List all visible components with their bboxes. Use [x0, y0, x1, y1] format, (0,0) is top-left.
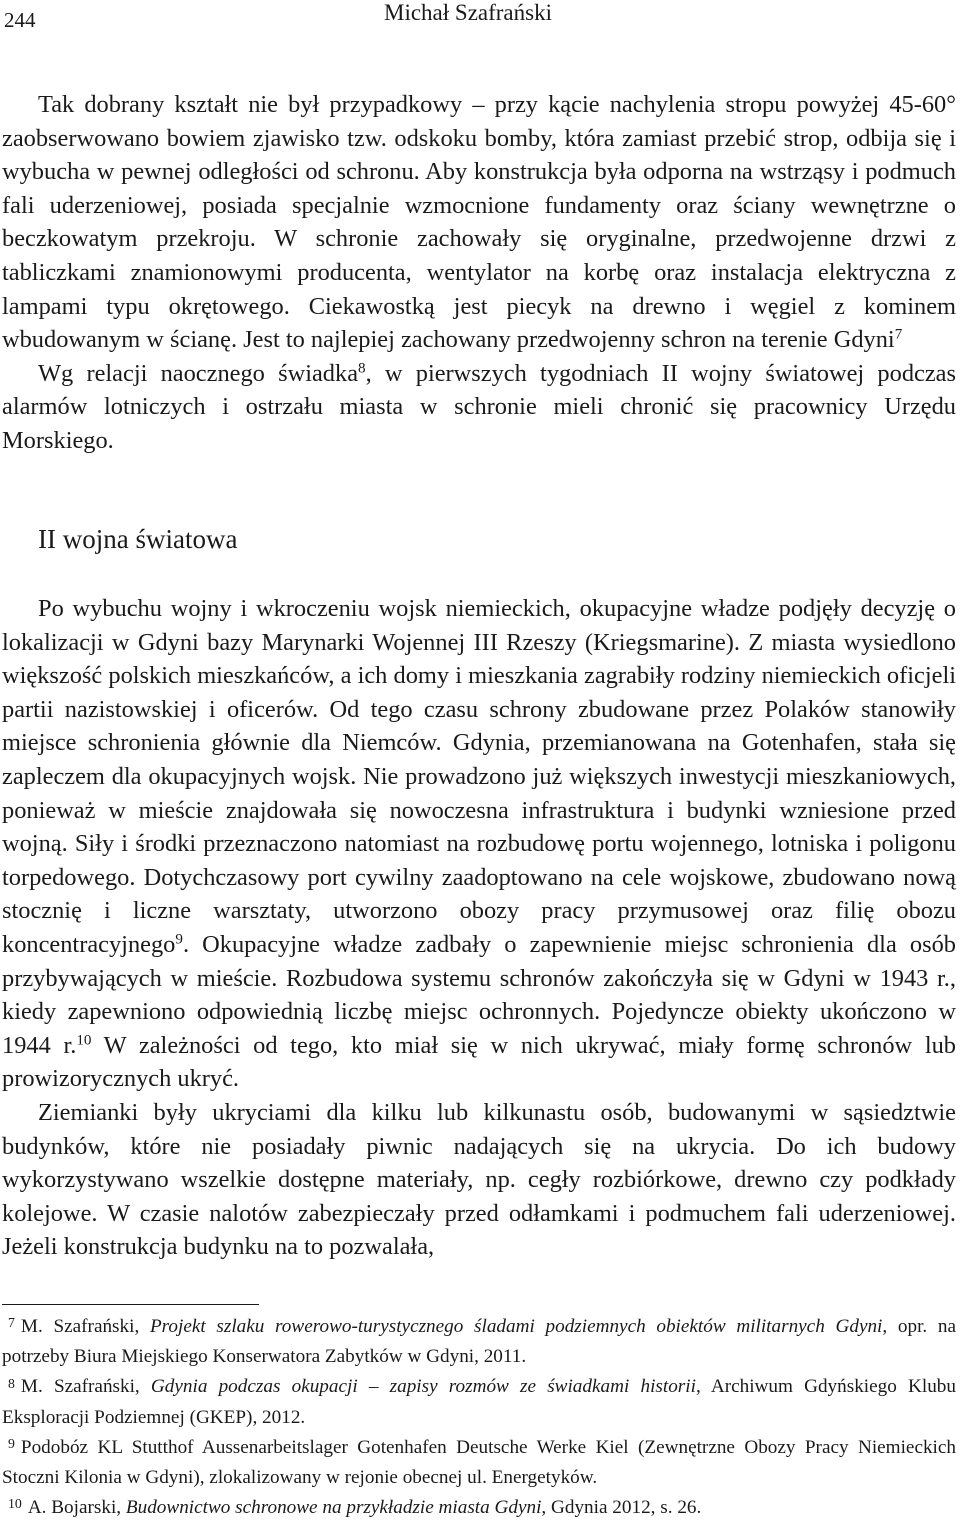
footnote: $^9$ Podobóz KL Stutthof Aussenarbeitslager Gotenhafen Deutsche Werke Kiel (Zewnętrzne Obozy Pracy Niemieckich Stoczni Kilonia w Gdyni), zlokalizowany w rejonie obecnej ul. Energetyków.: [2, 1435, 956, 1489]
footnote: $^8$ M. Szafrański, Gdynia podczas okupacji – zapisy rozmów ze świadkami historii, Archiwum Gdyńskiego Klubu Eksploracji Podziemnej (GKEP), 2012.: [2, 1375, 956, 1428]
paragraph: Po wybuchu wojny i wkroczeniu wojsk niemieckich, okupacyjne władze podjęły decyzję o lokalizacji w Gdyni bazy Marynarki Wojennej III Rzeszy (Kriegsmarine). Z miasta wysiedlono większość polskich mieszkańców, a ich domy i mieszkania zagrabiły rodziny niemieckich oficjeli partii nazistowskiej i oficerów. Od tego czasu schrony zbudowane przez Polaków stanowiły miejsce schronienia głównie dla Niemców. Gdynia, przemianowana na Gotenhafen, stała się zapleczem dla okupacyjnych wojsk. Nie prowadzono już większych inwestycji mieszkaniowych, ponieważ w mieście znajdowała się nowoczesna infrastruktura i budynki wzniesione przed wojną. Siły i środki przeznaczono natomiast na rozbudowę portu wojennego, lotniska i poligonu torpedowego. Dotychczasowy port cywilny zaadoptowano na cele wojskowe, zbudowano nową stocznię i liczne warsztaty, utworzono obozy pracy przymusowej oraz filię obozu koncentracyjnego$^9$. Okupacyjne władze zadbały o zapewnienie miejsc schronienia dla osób przybywających w mieście. Rozbudowa systemu schronów zakończyła się w Gdyni w 1943 r., kiedy zapewniono odpowiednią liczbę miejsc ochronnych. Pojedyncze obiekty ukończono w 1944 r.$^{10}$ W zależności od tego, kto miał się w nich ukrywać, miały formę schronów lub prowizorycznych ukryć.: [2, 595, 956, 1093]
body-text-block-1: [2, 88, 956, 458]
paragraph: Tak dobrany kształt nie był przypadkowy – przy kącie nachylenia stropu powyżej 45-60° zaobserwowano bowiem zjawisko tzw. odskoku bomby, która zamiast przebić strop, odbija się i wybucha w pewnej odległości od schronu. Aby konstrukcja była odporna na wstrząsy i podmuch fali uderzeniowej, posiada specjalnie wzmocnione fundamenty oraz ściany wewnętrzne o beczkowatym przekroju. W schronie zachowały się oryginalne, przedwojenne drzwi z tabliczkami znamionowymi producenta, wentylator na korbę oraz instalacja elektryczna z lampami typu okrętowego. Ciekawostką jest piecyk na drewno i węgiel z kominem wbudowanym w ścianę. Jest to najlepiej zachowany przedwojenny schron na terenie Gdyni$^7$: [2, 91, 956, 354]
section-heading: II wojna światowa: [38, 524, 238, 554]
body-text-block-2: [2, 592, 956, 1264]
footnote-ref[interactable]: 7: [894, 326, 903, 343]
footnotes: [2, 1312, 956, 1523]
footnote: $^{10}$ A. Bojarski, Budownictwo schronowe na przykładzie miasta Gdyni, Gdynia 2012, s. 26.: [8, 1496, 702, 1519]
paragraph: Ziemianki były ukryciami dla kilku lub kilkunastu osób, budowanymi w sąsiedztwie budynków, które nie posiadały piwnic nadających się na ukrycia. Do ich budowy wykorzystywano wszelkie dostępne materiały, np. cegły rozbiórkowe, drewno czy podkłady kolejowe. W czasie nalotów zabezpieczały przed odłamkami i podmuchem fali uderzeniowej. Jeżeli konstrukcja budynku na to pozwalała,: [2, 1098, 956, 1261]
footnote-number: 9: [8, 1435, 15, 1451]
footnote-number: 7: [8, 1315, 15, 1331]
footnote-number: 8: [8, 1375, 15, 1391]
running-head: Michał Szafrański: [384, 0, 552, 25]
page-header: [0, 0, 960, 40]
paragraph: Wg relacji naocznego świadka$^8$, w pierwszych tygodniach II wojny światowej podczas alarmów lotniczych i ostrzału miasta w schronie mieli chronić się pracownicy Urzędu Morskiego.: [2, 359, 956, 454]
footnote-ref[interactable]: 10: [76, 1032, 92, 1049]
footnote-ref[interactable]: 8: [358, 360, 366, 377]
page-number: 244: [4, 8, 36, 32]
footnote: $^7$ M. Szafrański, Projekt szlaku rowerowo-turystycznego śladami podziemnych obiektów militarnych Gdyni, opr. na potrzeby Biura Miejskiego Konserwatora Zabytków w Gdyni, 2011.: [2, 1315, 956, 1368]
footnote-divider: [2, 1304, 259, 1305]
footnote-ref[interactable]: 9: [175, 931, 183, 948]
footnote-number: 10: [8, 1496, 22, 1512]
